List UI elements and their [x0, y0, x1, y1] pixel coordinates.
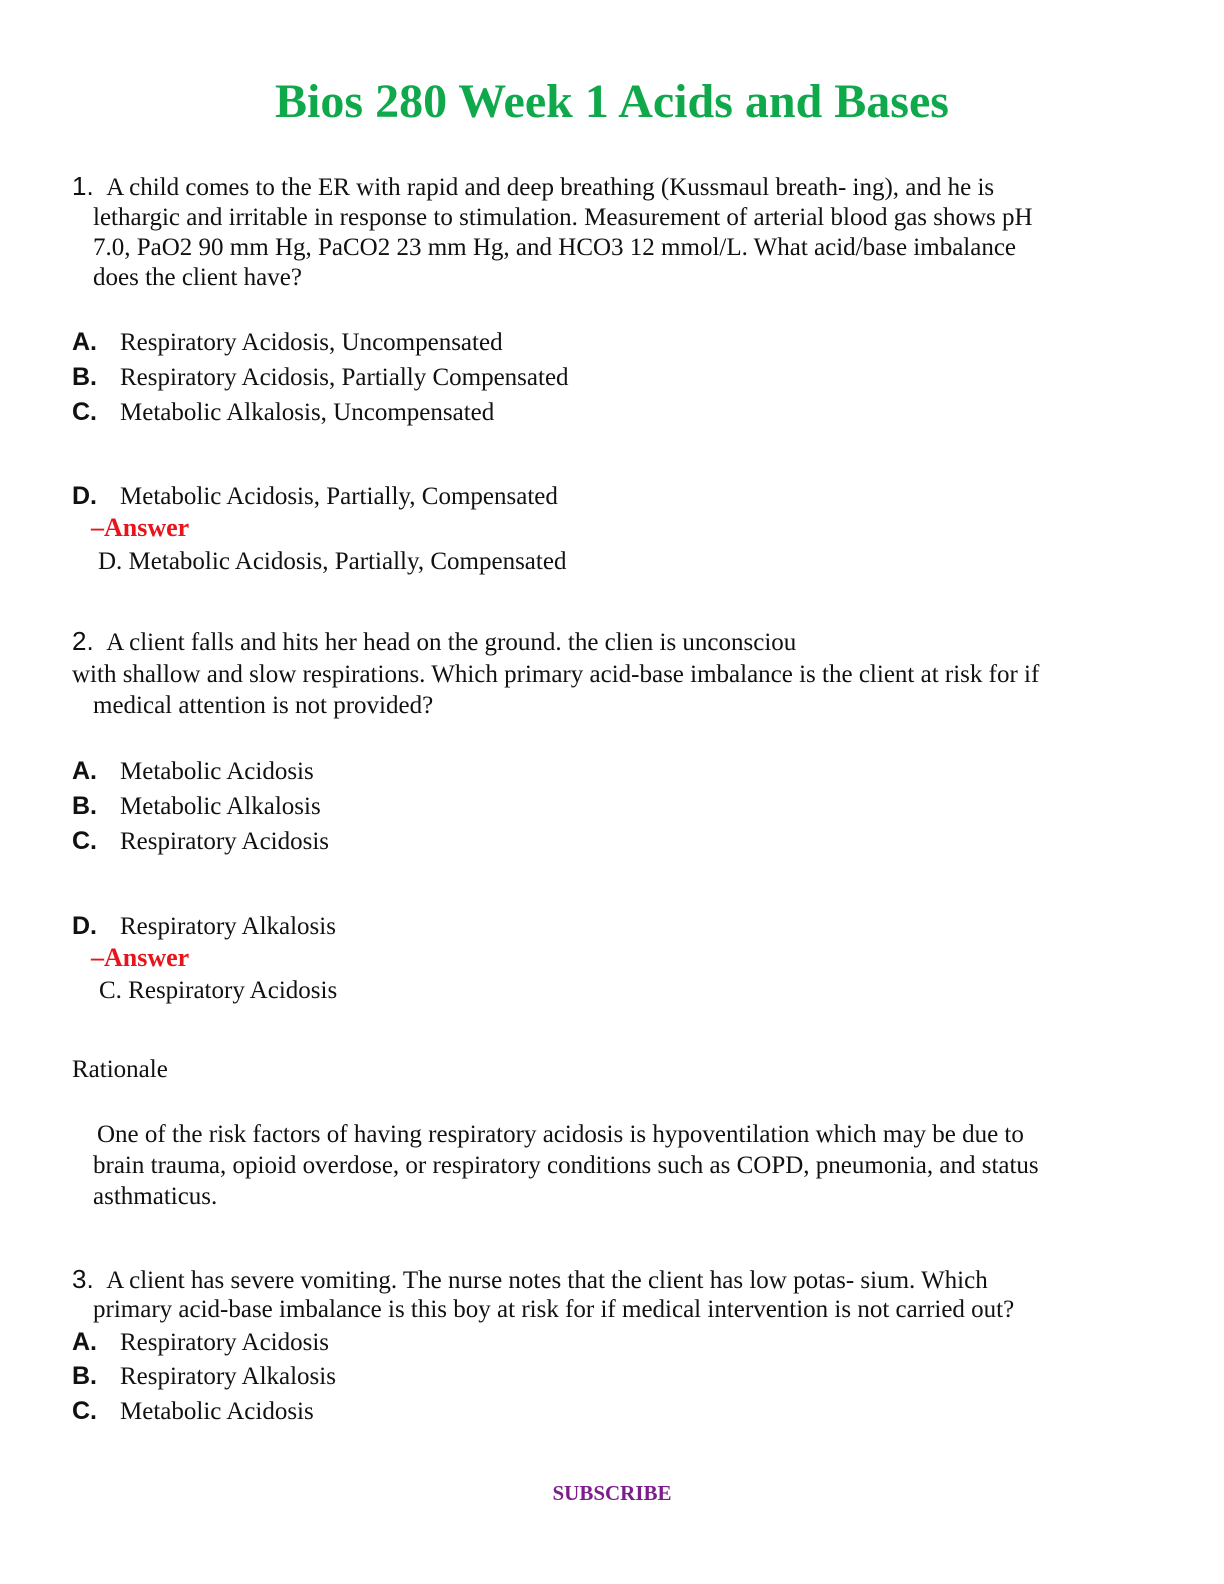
option-text: Metabolic Alkalosis, Uncompensated [120, 399, 495, 426]
question-1-line-3: 7.0, PaO2 90 mm Hg, PaCO2 23 mm Hg, and HCO3 12 mmol/L. What acid/base imbalance [93, 234, 1017, 261]
question-3-line-2: primary acid-base imbalance is this boy at risk for if medical intervention is not carried out? [93, 1296, 1015, 1323]
rationale-line-3: asthmaticus. [93, 1183, 218, 1210]
option-text: Respiratory Acidosis, Partially Compensated [120, 364, 569, 391]
option [72, 791, 321, 822]
option-text: Metabolic Acidosis, Partially, Compensated [120, 483, 558, 510]
option [72, 1327, 329, 1358]
option [72, 826, 329, 857]
option [72, 756, 314, 787]
option-letter: B. [72, 1362, 97, 1390]
option-letter: A. [72, 757, 97, 785]
option [72, 1396, 314, 1427]
answer-label: –Answer [91, 513, 190, 542]
option-letter: A. [72, 328, 97, 356]
option [72, 911, 336, 942]
question-1-line-1: 1. A child comes to the ER with rapid and deep breathing (Kussmaul breath- ing), and he is [72, 171, 995, 201]
option-text: Respiratory Alkalosis [120, 913, 336, 940]
option [72, 327, 503, 358]
option-text: Respiratory Alkalosis [120, 1363, 336, 1390]
option-text: Respiratory Acidosis, Uncompensated [120, 329, 503, 356]
question-number: 2. [72, 626, 94, 656]
option-letter: D. [72, 912, 97, 940]
option-letter: A. [72, 1328, 97, 1356]
option [72, 1361, 336, 1392]
option-text: Metabolic Alkalosis [120, 793, 321, 820]
rationale-heading: Rationale [72, 1056, 168, 1083]
rationale-line-1: One of the risk factors of having respiratory acidosis is hypoventilation which may be due to [97, 1121, 1024, 1148]
option-letter: B. [72, 363, 97, 391]
subscribe-link[interactable]: SUBSCRIBE [552, 1481, 672, 1505]
option-letter: D. [72, 482, 97, 510]
question-1-line-4: does the client have? [93, 264, 302, 291]
question-3-line-1: 3. A client has severe vomiting. The nurse notes that the client has low potas- sium. Which [72, 1264, 988, 1294]
option-text: Metabolic Acidosis [120, 1398, 314, 1425]
option-text: Respiratory Acidosis [120, 1329, 330, 1356]
rationale-line-2: brain trauma, opioid overdose, or respiratory conditions such as COPD, pneumonia, and status [93, 1152, 1039, 1179]
question-1-line-2: lethargic and irritable in response to stimulation. Measurement of arterial blood gas shows pH [93, 204, 1033, 231]
answer-label: –Answer [91, 943, 190, 972]
option-letter: C. [72, 398, 97, 426]
page-title: Bios 280 Week 1 Acids and Bases [275, 75, 949, 128]
option [72, 397, 494, 428]
option-letter: B. [72, 792, 97, 820]
option [72, 362, 569, 393]
option-letter: C. [72, 1397, 97, 1425]
question-number: 3. [72, 1264, 94, 1294]
option-letter: C. [72, 827, 97, 855]
answer-text: D. Metabolic Acidosis, Partially, Compensated [98, 548, 567, 575]
answer-text: C. Respiratory Acidosis [99, 977, 338, 1004]
question-2-line-3: medical attention is not provided? [93, 692, 434, 719]
option-text: Metabolic Acidosis [120, 758, 314, 785]
question-2-line-1: 2. A client falls and hits her head on the ground. the clien is unconsciou [72, 626, 797, 656]
question-2-line-2: with shallow and slow respirations. Which primary acid-base imbalance is the client at risk for if [72, 661, 1040, 688]
question-number: 1. [72, 171, 94, 201]
option-text: Respiratory Acidosis [120, 828, 330, 855]
option [72, 481, 558, 512]
